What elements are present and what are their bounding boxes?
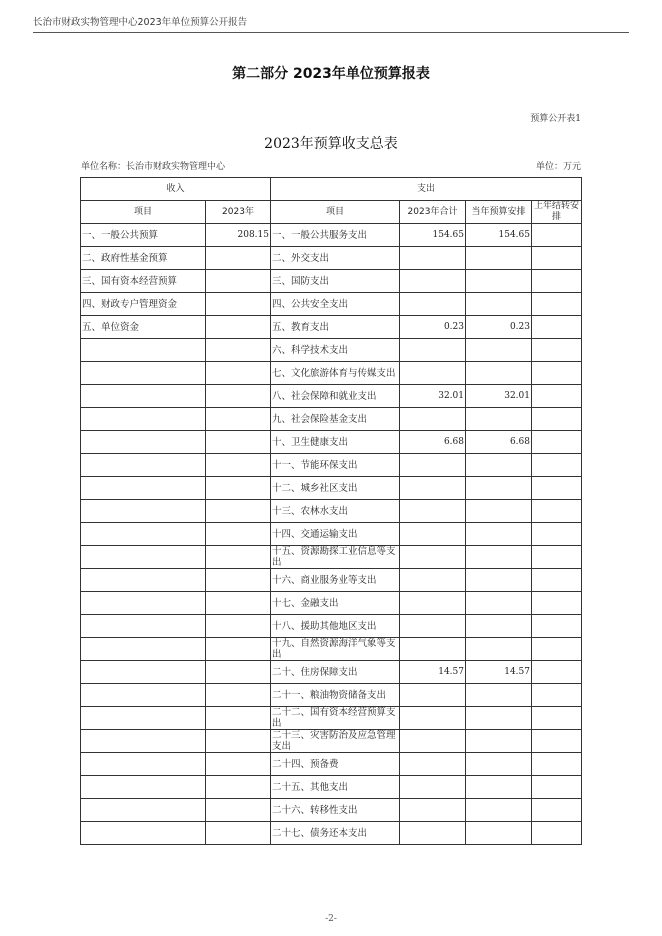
expense-current-cell — [466, 477, 532, 500]
expense-current-cell — [466, 615, 532, 638]
expense-item-cell: 十、卫生健康支出 — [271, 431, 400, 454]
expense-item-cell: 四、公共安全支出 — [271, 293, 400, 316]
expense-current-cell — [466, 339, 532, 362]
expense-total-cell: 154.65 — [400, 224, 466, 247]
income-item-cell — [81, 362, 206, 385]
col-expense-carryover: 上年结转安排 — [532, 201, 582, 224]
expense-item-cell: 二十四、预备费 — [271, 753, 400, 776]
expense-carryover-cell — [532, 339, 582, 362]
expense-total-cell: 0.23 — [400, 316, 466, 339]
expense-item-cell: 二十六、转移性支出 — [271, 799, 400, 822]
expense-current-cell — [466, 799, 532, 822]
income-value-cell — [206, 385, 271, 408]
income-value-cell — [206, 339, 271, 362]
table-row — [81, 638, 582, 661]
expense-carryover-cell — [532, 776, 582, 799]
expense-current-cell — [466, 730, 532, 753]
expense-current-cell — [466, 293, 532, 316]
table-row — [81, 500, 582, 523]
income-item-cell: 五、单位资金 — [81, 316, 206, 339]
income-item-cell: 三、国有资本经营预算 — [81, 270, 206, 293]
table-row — [81, 431, 582, 454]
income-value-cell — [206, 362, 271, 385]
expense-carryover-cell — [532, 661, 582, 684]
income-value-cell — [206, 293, 271, 316]
expense-item-cell: 十七、金融支出 — [271, 592, 400, 615]
table-row — [81, 684, 582, 707]
table-row — [81, 822, 582, 845]
expense-total-cell — [400, 523, 466, 546]
expense-item-cell: 六、科学技术支出 — [271, 339, 400, 362]
expense-current-cell — [466, 500, 532, 523]
table-row — [81, 339, 582, 362]
income-item-cell — [81, 408, 206, 431]
expense-item-cell: 二十七、债务还本支出 — [271, 822, 400, 845]
expense-item-cell: 十四、交通运输支出 — [271, 523, 400, 546]
table-title: 2023年预算收支总表 — [264, 136, 398, 152]
currency-unit-label: 单位：万元 — [535, 162, 581, 172]
expense-carryover-cell — [532, 224, 582, 247]
expense-current-cell: 0.23 — [466, 316, 532, 339]
page-number: -2- — [325, 914, 337, 924]
expense-header: 支出 — [271, 178, 582, 201]
col-expense-current: 当年预算安排 — [466, 201, 532, 224]
expense-item-cell: 九、社会保险基金支出 — [271, 408, 400, 431]
income-item-cell — [81, 385, 206, 408]
table-row — [81, 776, 582, 799]
income-value-cell — [206, 592, 271, 615]
table-row — [81, 661, 582, 684]
expense-total-cell — [400, 822, 466, 845]
expense-item-cell: 十二、城乡社区支出 — [271, 477, 400, 500]
expense-carryover-cell — [532, 684, 582, 707]
expense-carryover-cell — [532, 615, 582, 638]
income-value-cell — [206, 247, 271, 270]
expense-current-cell: 14.57 — [466, 661, 532, 684]
expense-item-cell: 十九、自然资源海洋气象等支出 — [271, 638, 400, 661]
income-value-cell — [206, 270, 271, 293]
income-item-cell — [81, 661, 206, 684]
income-item-cell: 二、政府性基金预算 — [81, 247, 206, 270]
income-value-cell — [206, 569, 271, 592]
income-item-cell — [81, 730, 206, 753]
expense-item-cell: 十五、资源勘探工业信息等支出 — [271, 546, 400, 569]
income-value-cell — [206, 753, 271, 776]
table-row — [81, 316, 582, 339]
expense-item-cell: 十三、农林水支出 — [271, 500, 400, 523]
income-value-cell — [206, 615, 271, 638]
expense-carryover-cell — [532, 569, 582, 592]
table-row — [81, 546, 582, 569]
expense-carryover-cell — [532, 523, 582, 546]
expense-item-cell: 二十五、其他支出 — [271, 776, 400, 799]
table-row — [81, 730, 582, 753]
expense-total-cell — [400, 776, 466, 799]
income-value-cell — [206, 730, 271, 753]
col-income-2023: 2023年 — [206, 201, 271, 224]
expense-total-cell — [400, 293, 466, 316]
expense-current-cell — [466, 362, 532, 385]
income-item-cell — [81, 753, 206, 776]
income-item-cell: 一、一般公共预算 — [81, 224, 206, 247]
expense-carryover-cell — [532, 753, 582, 776]
income-item-cell — [81, 638, 206, 661]
expense-item-cell: 三、国防支出 — [271, 270, 400, 293]
table-row — [81, 523, 582, 546]
expense-item-cell: 八、社会保障和就业支出 — [271, 385, 400, 408]
table-row — [81, 362, 582, 385]
expense-current-cell — [466, 569, 532, 592]
expense-carryover-cell — [532, 707, 582, 730]
expense-item-cell: 十八、援助其他地区支出 — [271, 615, 400, 638]
expense-total-cell — [400, 500, 466, 523]
expense-current-cell — [466, 638, 532, 661]
expense-carryover-cell — [532, 638, 582, 661]
income-value-cell: 208.15 — [206, 224, 271, 247]
table-number: 预算公开表1 — [530, 114, 581, 124]
income-item-cell: 四、财政专户管理资金 — [81, 293, 206, 316]
income-item-cell — [81, 799, 206, 822]
expense-item-cell: 二十、住房保障支出 — [271, 661, 400, 684]
table-row — [81, 615, 582, 638]
table-row — [81, 224, 582, 247]
expense-total-cell — [400, 684, 466, 707]
expense-item-cell: 二十三、灾害防治及应急管理支出 — [271, 730, 400, 753]
income-value-cell — [206, 799, 271, 822]
expense-total-cell — [400, 408, 466, 431]
part-title: 第二部分 2023年单位预算报表 — [232, 66, 430, 82]
income-value-cell — [206, 661, 271, 684]
expense-item-cell: 二十一、粮油物资储备支出 — [271, 684, 400, 707]
expense-total-cell — [400, 546, 466, 569]
expense-carryover-cell — [532, 454, 582, 477]
col-expense-item: 项目 — [271, 201, 400, 224]
income-item-cell — [81, 339, 206, 362]
expense-total-cell — [400, 615, 466, 638]
income-value-cell — [206, 546, 271, 569]
table-row — [81, 385, 582, 408]
table-row — [81, 477, 582, 500]
expense-carryover-cell — [532, 799, 582, 822]
income-item-cell — [81, 523, 206, 546]
income-value-cell — [206, 408, 271, 431]
income-value-cell — [206, 500, 271, 523]
expense-current-cell — [466, 270, 532, 293]
income-value-cell — [206, 822, 271, 845]
income-item-cell — [81, 592, 206, 615]
table-row — [81, 454, 582, 477]
expense-current-cell — [466, 247, 532, 270]
table-row — [81, 592, 582, 615]
expense-current-cell — [466, 546, 532, 569]
expense-current-cell — [466, 592, 532, 615]
expense-total-cell: 6.68 — [400, 431, 466, 454]
expense-total-cell — [400, 247, 466, 270]
table-row — [81, 707, 582, 730]
expense-current-cell: 154.65 — [466, 224, 532, 247]
expense-total-cell — [400, 270, 466, 293]
expense-carryover-cell — [532, 546, 582, 569]
income-value-cell — [206, 523, 271, 546]
expense-current-cell — [466, 454, 532, 477]
expense-total-cell — [400, 638, 466, 661]
income-value-cell — [206, 707, 271, 730]
expense-carryover-cell — [532, 293, 582, 316]
expense-current-cell — [466, 684, 532, 707]
expense-total-cell: 14.57 — [400, 661, 466, 684]
income-value-cell — [206, 454, 271, 477]
income-value-cell — [206, 776, 271, 799]
table-row — [81, 270, 582, 293]
expense-current-cell: 32.01 — [466, 385, 532, 408]
table-row — [81, 799, 582, 822]
expense-total-cell — [400, 477, 466, 500]
expense-total-cell — [400, 339, 466, 362]
table-row — [81, 753, 582, 776]
income-item-cell — [81, 477, 206, 500]
income-item-cell — [81, 615, 206, 638]
document-header: 长治市财政实物管理中心2023年单位预算公开报告 — [33, 14, 629, 33]
expense-total-cell — [400, 707, 466, 730]
col-expense-total: 2023年合计 — [400, 201, 466, 224]
expense-current-cell — [466, 408, 532, 431]
income-value-cell — [206, 316, 271, 339]
unit-name-label: 单位名称：长治市财政实物管理中心 — [81, 162, 226, 172]
income-value-cell — [206, 638, 271, 661]
income-header: 收入 — [81, 178, 271, 201]
income-value-cell — [206, 477, 271, 500]
expense-item-cell: 二、外交支出 — [271, 247, 400, 270]
col-income-item: 项目 — [81, 201, 206, 224]
income-item-cell — [81, 822, 206, 845]
expense-current-cell — [466, 707, 532, 730]
income-item-cell — [81, 454, 206, 477]
income-item-cell — [81, 569, 206, 592]
expense-item-cell: 七、文化旅游体育与传媒支出 — [271, 362, 400, 385]
table-row — [81, 408, 582, 431]
expense-item-cell: 二十二、国有资本经营预算支出 — [271, 707, 400, 730]
income-item-cell — [81, 684, 206, 707]
expense-current-cell: 6.68 — [466, 431, 532, 454]
income-value-cell — [206, 431, 271, 454]
income-item-cell — [81, 776, 206, 799]
expense-item-cell: 一、一般公共服务支出 — [271, 224, 400, 247]
expense-current-cell — [466, 822, 532, 845]
expense-carryover-cell — [532, 385, 582, 408]
expense-carryover-cell — [532, 408, 582, 431]
expense-total-cell — [400, 753, 466, 776]
table-row — [81, 247, 582, 270]
expense-total-cell — [400, 362, 466, 385]
budget-summary-table — [80, 177, 582, 845]
expense-carryover-cell — [532, 592, 582, 615]
expense-carryover-cell — [532, 270, 582, 293]
expense-item-cell: 五、教育支出 — [271, 316, 400, 339]
expense-carryover-cell — [532, 730, 582, 753]
income-value-cell — [206, 684, 271, 707]
expense-current-cell — [466, 523, 532, 546]
expense-total-cell — [400, 799, 466, 822]
expense-carryover-cell — [532, 822, 582, 845]
expense-total-cell — [400, 454, 466, 477]
expense-carryover-cell — [532, 247, 582, 270]
expense-carryover-cell — [532, 431, 582, 454]
expense-item-cell: 十一、节能环保支出 — [271, 454, 400, 477]
table-row — [81, 569, 582, 592]
expense-total-cell — [400, 592, 466, 615]
expense-carryover-cell — [532, 477, 582, 500]
expense-total-cell — [400, 569, 466, 592]
expense-carryover-cell — [532, 316, 582, 339]
expense-carryover-cell — [532, 362, 582, 385]
expense-total-cell — [400, 730, 466, 753]
expense-current-cell — [466, 753, 532, 776]
table-row — [81, 293, 582, 316]
expense-total-cell: 32.01 — [400, 385, 466, 408]
income-item-cell — [81, 500, 206, 523]
income-item-cell — [81, 431, 206, 454]
expense-item-cell: 十六、商业服务业等支出 — [271, 569, 400, 592]
expense-carryover-cell — [532, 500, 582, 523]
income-item-cell — [81, 707, 206, 730]
income-item-cell — [81, 546, 206, 569]
expense-current-cell — [466, 776, 532, 799]
